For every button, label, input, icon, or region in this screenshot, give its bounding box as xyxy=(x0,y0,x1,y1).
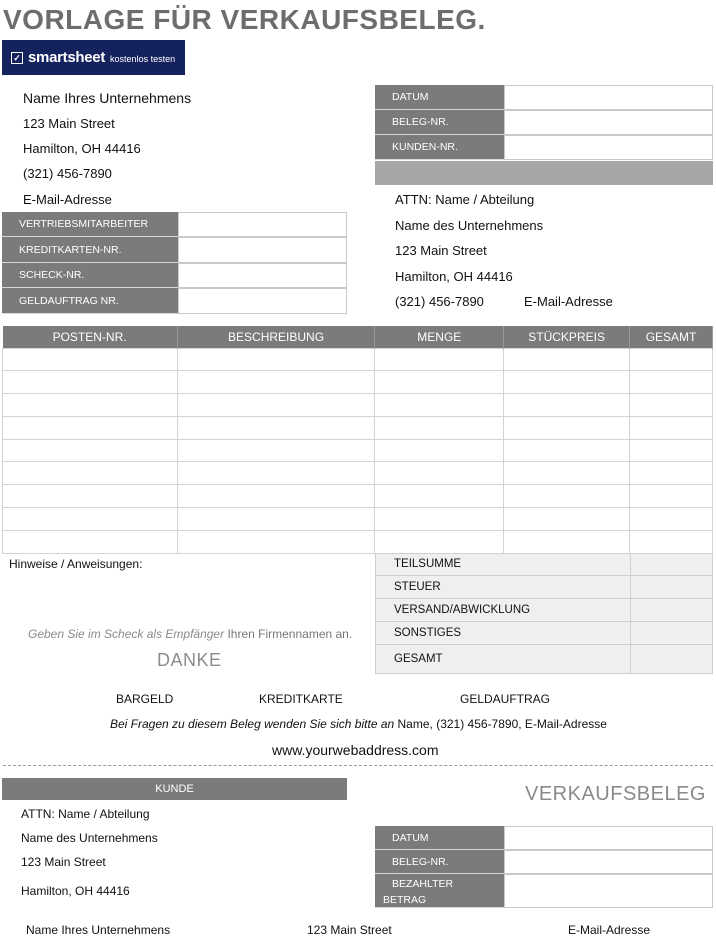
date-label: DATUM xyxy=(375,85,504,110)
table-cell[interactable] xyxy=(177,371,375,394)
receipt-number-input[interactable] xyxy=(504,110,713,135)
stub-date-input[interactable] xyxy=(504,826,713,850)
summary-row xyxy=(375,576,713,599)
stub-amount-paid-label xyxy=(375,874,504,908)
shipping-label: VERSAND/ABWICKLUNG xyxy=(376,599,631,621)
table-row xyxy=(3,371,713,394)
check-number-input[interactable] xyxy=(178,263,347,288)
stub-footer-street: 123 Main Street xyxy=(307,923,392,937)
stub-footer-company: Name Ihres Unternehmens xyxy=(26,923,171,937)
payment-cash: BARGELD xyxy=(116,692,174,706)
table-cell[interactable] xyxy=(3,439,178,462)
table-cell[interactable] xyxy=(375,394,504,417)
total-label: GESAMT xyxy=(376,645,631,673)
table-row xyxy=(3,394,713,417)
column-header: MENGE xyxy=(375,326,504,348)
table-cell[interactable] xyxy=(504,371,630,394)
payment-credit-card: KREDITKARTE xyxy=(259,692,343,706)
website-link[interactable]: www.yourwebaddress.com xyxy=(272,742,439,758)
table-cell[interactable] xyxy=(177,462,375,485)
table-cell[interactable] xyxy=(375,508,504,531)
column-header: POSTEN-NR. xyxy=(3,326,178,348)
logo-brand: smartsheet xyxy=(28,49,106,66)
total-value[interactable] xyxy=(631,645,712,673)
customer-email: E-Mail-Adresse xyxy=(524,294,613,309)
table-cell[interactable] xyxy=(3,394,178,417)
money-order-input[interactable] xyxy=(178,288,347,314)
stub-attn: ATTN: Name / Abteilung xyxy=(21,807,150,821)
customer-city: Hamilton, OH 44416 xyxy=(395,269,513,284)
stub-company: Name des Unternehmens xyxy=(21,831,158,845)
customer-company: Name des Unternehmens xyxy=(395,218,544,233)
table-cell[interactable] xyxy=(375,416,504,439)
sales-rep-input[interactable] xyxy=(178,212,347,237)
table-cell[interactable] xyxy=(504,439,630,462)
meta-divider-bar xyxy=(375,161,713,185)
table-row xyxy=(3,416,713,439)
table-cell[interactable] xyxy=(630,485,713,508)
seller-city: Hamilton, OH 44416 xyxy=(23,141,141,156)
table-cell[interactable] xyxy=(504,530,630,553)
table-cell[interactable] xyxy=(3,508,178,531)
summary-row xyxy=(375,622,713,645)
payment-money-order: GELDAUFTRAG xyxy=(460,692,551,706)
shipping-value[interactable] xyxy=(631,599,712,621)
table-cell[interactable] xyxy=(630,530,713,553)
table-cell[interactable] xyxy=(177,508,375,531)
table-cell[interactable] xyxy=(177,416,375,439)
summary-row xyxy=(375,645,713,674)
table-cell[interactable] xyxy=(375,485,504,508)
table-cell[interactable] xyxy=(375,348,504,371)
seller-street: 123 Main Street xyxy=(23,116,115,131)
stub-city: Hamilton, OH 44416 xyxy=(21,884,130,898)
table-row xyxy=(3,439,713,462)
tax-value[interactable] xyxy=(631,576,712,598)
table-cell[interactable] xyxy=(375,530,504,553)
stub-footer-email: E-Mail-Adresse xyxy=(568,923,651,937)
table-cell[interactable] xyxy=(177,394,375,417)
page-title: VORLAGE FÜR VERKAUFSBELEG. xyxy=(3,4,486,35)
notes-label: Hinweise / Anweisungen: xyxy=(9,557,143,571)
table-cell[interactable] xyxy=(504,394,630,417)
check-note-italic: Geben Sie im Scheck als Empfänger xyxy=(28,627,225,641)
stub-amount-paid-input[interactable] xyxy=(504,874,713,908)
table-cell[interactable] xyxy=(504,462,630,485)
credit-card-label: KREDITKARTEN-NR. xyxy=(2,237,178,263)
column-header: GESAMT xyxy=(630,326,713,348)
seller-email: E-Mail-Adresse xyxy=(23,192,112,207)
table-cell[interactable] xyxy=(3,416,178,439)
table-cell[interactable] xyxy=(3,485,178,508)
table-row xyxy=(3,508,713,531)
table-row xyxy=(3,348,713,371)
table-cell[interactable] xyxy=(504,508,630,531)
table-cell[interactable] xyxy=(3,462,178,485)
check-number-label: SCHECK-NR. xyxy=(2,263,178,288)
table-cell[interactable] xyxy=(177,530,375,553)
customer-street: 123 Main Street xyxy=(395,243,487,258)
table-cell[interactable] xyxy=(504,348,630,371)
customer-header: KUNDE xyxy=(2,778,347,800)
table-cell[interactable] xyxy=(177,439,375,462)
stub-date-label: DATUM xyxy=(375,826,504,850)
stub-street: 123 Main Street xyxy=(21,855,106,869)
stub-amount-paid-line1: BEZAHLTER xyxy=(392,878,454,890)
seller-phone: (321) 456-7890 xyxy=(23,166,112,181)
customer-attn: ATTN: Name / Abteilung xyxy=(395,192,535,207)
customer-number-label: KUNDEN-NR. xyxy=(375,135,504,160)
items-header-row xyxy=(3,326,713,348)
customer-number-input[interactable] xyxy=(504,135,713,160)
credit-card-input[interactable] xyxy=(178,237,347,263)
table-cell[interactable] xyxy=(3,348,178,371)
checkmark-icon: ✓ xyxy=(11,52,23,64)
table-cell[interactable] xyxy=(3,371,178,394)
other-label: SONSTIGES xyxy=(376,622,631,644)
tax-label: STEUER xyxy=(376,576,631,598)
table-cell[interactable] xyxy=(177,348,375,371)
subtotal-value[interactable] xyxy=(631,554,712,575)
table-row xyxy=(3,462,713,485)
logo-trial-text: kostenlos testen xyxy=(110,53,176,64)
table-cell[interactable] xyxy=(375,462,504,485)
cut-line xyxy=(3,765,713,766)
seller-company: Name Ihres Unternehmens xyxy=(23,90,192,106)
sales-rep-label: VERTRIEBSMITARBEITER xyxy=(2,212,178,237)
stub-receipt-number-label: BELEG-NR. xyxy=(375,850,504,874)
smartsheet-logo[interactable] xyxy=(2,40,185,75)
column-header: BESCHREIBUNG xyxy=(177,326,375,348)
table-cell[interactable] xyxy=(630,371,713,394)
table-cell[interactable] xyxy=(630,416,713,439)
table-cell[interactable] xyxy=(375,371,504,394)
table-cell[interactable] xyxy=(3,530,178,553)
table-cell[interactable] xyxy=(630,439,713,462)
date-input[interactable] xyxy=(504,85,713,110)
table-row xyxy=(3,485,713,508)
summary-row xyxy=(375,553,713,576)
stub-receipt-number-input[interactable] xyxy=(504,850,713,874)
column-header: STÜCKPREIS xyxy=(504,326,630,348)
table-cell[interactable] xyxy=(504,416,630,439)
receipt-number-label: BELEG-NR. xyxy=(375,110,504,135)
other-value[interactable] xyxy=(631,622,712,644)
receipt-title: VERKAUFSBELEG xyxy=(524,783,706,805)
check-note xyxy=(28,627,352,641)
table-row xyxy=(3,530,713,553)
table-cell[interactable] xyxy=(504,485,630,508)
table-cell[interactable] xyxy=(375,439,504,462)
stub-amount-paid-line2: BETRAG xyxy=(383,894,427,906)
table-cell[interactable] xyxy=(630,394,713,417)
table-cell[interactable] xyxy=(630,462,713,485)
question-contact: Name, (321) 456-7890, E-Mail-Adresse xyxy=(397,717,607,731)
question-line xyxy=(110,717,607,731)
money-order-label: GELDAUFTRAG NR. xyxy=(2,288,178,314)
question-italic: Bei Fragen zu diesem Beleg wenden Sie sich bitte an xyxy=(110,717,395,731)
table-cell[interactable] xyxy=(630,508,713,531)
table-cell[interactable] xyxy=(177,485,375,508)
items-table xyxy=(2,326,713,554)
thanks-text: DANKE xyxy=(157,650,222,670)
customer-phone: (321) 456-7890 xyxy=(395,294,484,309)
table-cell[interactable] xyxy=(630,348,713,371)
subtotal-label: TEILSUMME xyxy=(376,554,631,575)
summary-row xyxy=(375,599,713,622)
check-note-plain: Ihren Firmennamen an. xyxy=(227,627,353,641)
